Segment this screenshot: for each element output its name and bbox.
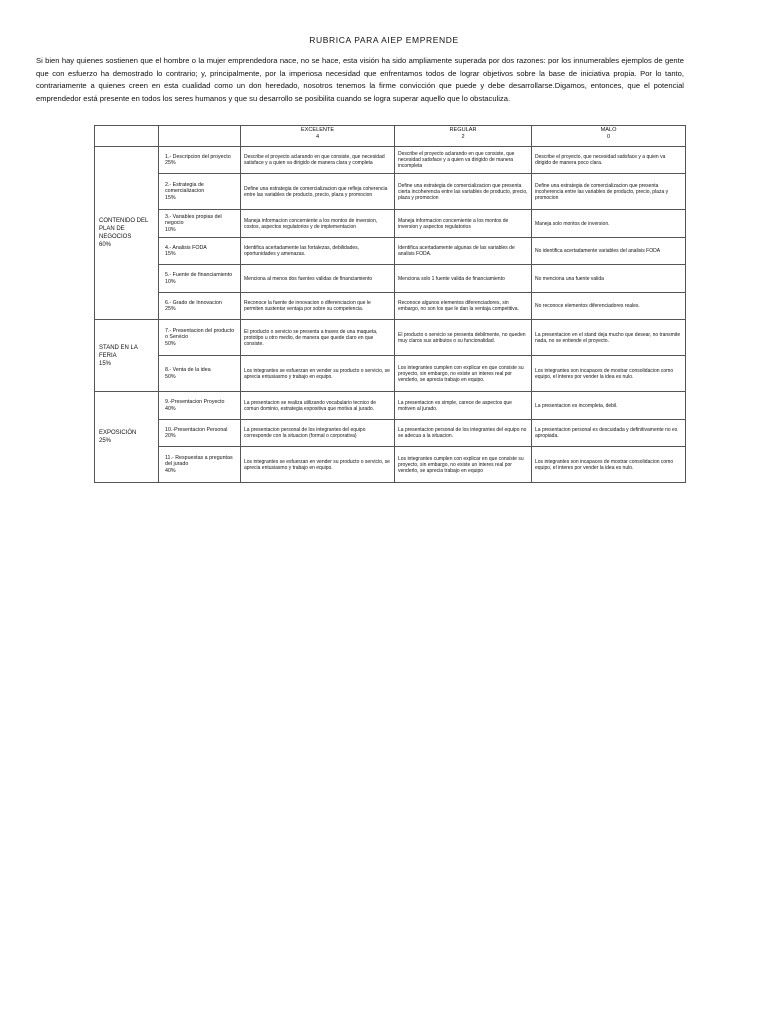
descriptor-malo: No menciona una fuente valida — [532, 265, 686, 293]
descriptor-excelente: Reconoce la fuente de innovacion o diferenciacion que le permiten sustentar ventaja por sobre su competencia. — [241, 293, 395, 320]
table-row — [95, 265, 686, 293]
descriptor-excelente: Describe el proyecto aclarando en que consiste, que necesidad satisface y a quien va dirigido de manera clara y completa — [241, 147, 395, 174]
descriptor-excelente: El producto o servicio se presenta a traves de una maqueta, prototipo u otro medio, de manera que quede claro en que consiste. — [241, 320, 395, 356]
criterion-cell: 11.- Respuestas a preguntas del jurado 40% — [159, 447, 241, 483]
descriptor-regular: El producto o servicio se presenta debilmente, no queden muy claros sus atributos o su funcionalidad. — [395, 320, 532, 356]
descriptor-malo: La presentacion personal es descuidada y definitivamente no es apropiada. — [532, 420, 686, 447]
criterion-cell: 10.-Presentacion Personal 20% — [159, 420, 241, 447]
criterion-cell: 4.- Analisis FODA 15% — [159, 238, 241, 265]
table-row — [95, 392, 686, 420]
header-empty-cell — [95, 126, 159, 147]
descriptor-excelente: Define una estrategia de comercializacion que refleja coherencia entre las variables de producto, precio, plaza y promocion — [241, 174, 395, 210]
table-row — [95, 420, 686, 447]
table-row — [95, 147, 686, 174]
table-row — [95, 238, 686, 265]
descriptor-malo: La presentacion es incompleta, debil. — [532, 392, 686, 420]
descriptor-excelente: Identifica acertadamente las fortalezas, debilidades, oportunidades y amenazas. — [241, 238, 395, 265]
table-row — [95, 174, 686, 210]
header-level-regular: REGULAR 2 — [395, 126, 532, 147]
criterion-cell: 3.- Variables propias del negocio 10% — [159, 210, 241, 238]
descriptor-regular: Maneja informacion concerniente a los montos de inversion y aspectos regulatorios — [395, 210, 532, 238]
table-row — [95, 320, 686, 356]
descriptor-malo: Los integrantes son incapaces de mostrar consolidacion como equipo, el interes por vender la idea es nulo. — [532, 447, 686, 483]
descriptor-malo: Maneja solo montos de inversion. — [532, 210, 686, 238]
descriptor-regular: Describe el proyecto aclarando en que consiste, que necesidad satisface y a quien va dirigido de manera incompleta — [395, 147, 532, 174]
descriptor-excelente: La presentacion se realiza utilizando vocabulario tecnico de comun dominio, estrategia expositiva que motiva al jurado. — [241, 392, 395, 420]
descriptor-regular: Identifica acertadamente algunas de las variables de analisis FODA. — [395, 238, 532, 265]
descriptor-malo: Los integrantes son incapaces de mostrar consolidacion como equipo, el interes por vender la idea es nulo. — [532, 356, 686, 392]
criterion-cell: 1.- Descripcion del proyecto 25% — [159, 147, 241, 174]
descriptor-excelente: Maneja informacion concerniente a los montos de inversion, costos, aspectos regulatorios y de implementacion — [241, 210, 395, 238]
criterion-cell: 6.- Grado de Innovacion 25% — [159, 293, 241, 320]
category-exposicion: EXPOSICIÓN 25% — [95, 392, 159, 483]
criterion-cell: 2.- Estrategia de comercializacion 15% — [159, 174, 241, 210]
rubric-table — [94, 125, 686, 483]
document-title: RUBRICA PARA AIEP EMPRENDE — [309, 35, 459, 45]
table-row — [95, 293, 686, 320]
category-stand: STAND EN LA FERIA 15% — [95, 320, 159, 392]
criterion-cell: 7.- Presentacion del producto o Servicio 50% — [159, 320, 241, 356]
descriptor-regular: Los integrantes cumplen con explicar en que consiste su proyecto, sin embargo, no existe un interes real por venderlo, se aprecia trabajo en equipo — [395, 447, 532, 483]
criterion-cell: 9.-Presentacion Proyecto 40% — [159, 392, 241, 420]
descriptor-excelente: Los integrantes se esfuerzan en vender su producto o servicio, se aprecia entusiasmo y trabajo en equipo. — [241, 356, 395, 392]
descriptor-regular: Define una estrategia de comercializacion que presenta cierta incoherencia entre las variables de producto, precio, plaza y promocion — [395, 174, 532, 210]
table-row — [95, 356, 686, 392]
header-empty-cell — [159, 126, 241, 147]
descriptor-malo: La presentacion en el stand deja mucho que desear, no transmite nada, no se entiende el proyecto. — [532, 320, 686, 356]
intro-paragraph: Si bien hay quienes sostienen que el hombre o la mujer emprendedora nace, no se hace, esta visión ha sido ampliamente superada por dos razones: por los innumerables ejemplos de gente que con esfuerzo ha demostrado lo contrario; y, principalmente, por la imperiosa necesidad que enfrentamos todos de lograr objetivos sobre la base de iniciativa propia. Por lo tanto, contrariamente a quienes creen en esta cualidad como un don heredado, nosotros tenemos la firme convicción que puede y debe desarrollarse.Digamos, entonces, que el potencial emprendedor está presente en todos los seres humanos y que su desarrollo se posibilita cuando se logra superar aquello que lo obstaculiza. — [36, 56, 684, 103]
descriptor-regular: La presentacion es simple, carece de aspectos que motiven al jurado. — [395, 392, 532, 420]
criterion-cell: 5.- Fuente de financiamiento 10% — [159, 265, 241, 293]
header-level-excelente: EXCELENTE 4 — [241, 126, 395, 147]
rubric-header-row — [95, 126, 686, 147]
descriptor-regular: Menciona solo 1 fuente valida de financiamiento — [395, 265, 532, 293]
descriptor-regular: La presentacion personal de los integrantes del equipo no se adecua a la situacion. — [395, 420, 532, 447]
descriptor-malo: No identifica acertadamente variables del analisis FODA — [532, 238, 686, 265]
descriptor-malo: Describe el proyecto, que necesidad satisface y a quien va dirigido de manera poco clara. — [532, 147, 686, 174]
descriptor-malo: Define una estrategia de comercializacion que presenta incoherencia entre las variables de producto, precio, plaza y promocion — [532, 174, 686, 210]
table-row — [95, 210, 686, 238]
descriptor-regular: Reconoce algunos elementos diferenciadores, sin embargo, no son los que le dan la ventaja competitiva. — [395, 293, 532, 320]
descriptor-regular: Los integrantes cumplen con explicar en que consiste su proyecto, sin embargo, no existe un interes real por venderlo, se aprecia trabajo en equipo. — [395, 356, 532, 392]
category-contenido: CONTENIDO DEL PLAN DE NEGOCIOS 60% — [95, 147, 159, 320]
criterion-cell: 8.- Venta de la idea 50% — [159, 356, 241, 392]
header-level-malo: MALO 0 — [532, 126, 686, 147]
descriptor-malo: No reconoce elementos diferenciadores reales. — [532, 293, 686, 320]
descriptor-excelente: Los integrantes se esfuerzan en vender su producto o servicio, se aprecia entusiasmo y trabajo en equipo. — [241, 447, 395, 483]
descriptor-excelente: Menciona al menos dos fuentes validas de financiamiento — [241, 265, 395, 293]
table-row — [95, 447, 686, 483]
descriptor-excelente: La presentacion personal de los integrantes del equipo corresponde con la situacion (formal o corporativa) — [241, 420, 395, 447]
